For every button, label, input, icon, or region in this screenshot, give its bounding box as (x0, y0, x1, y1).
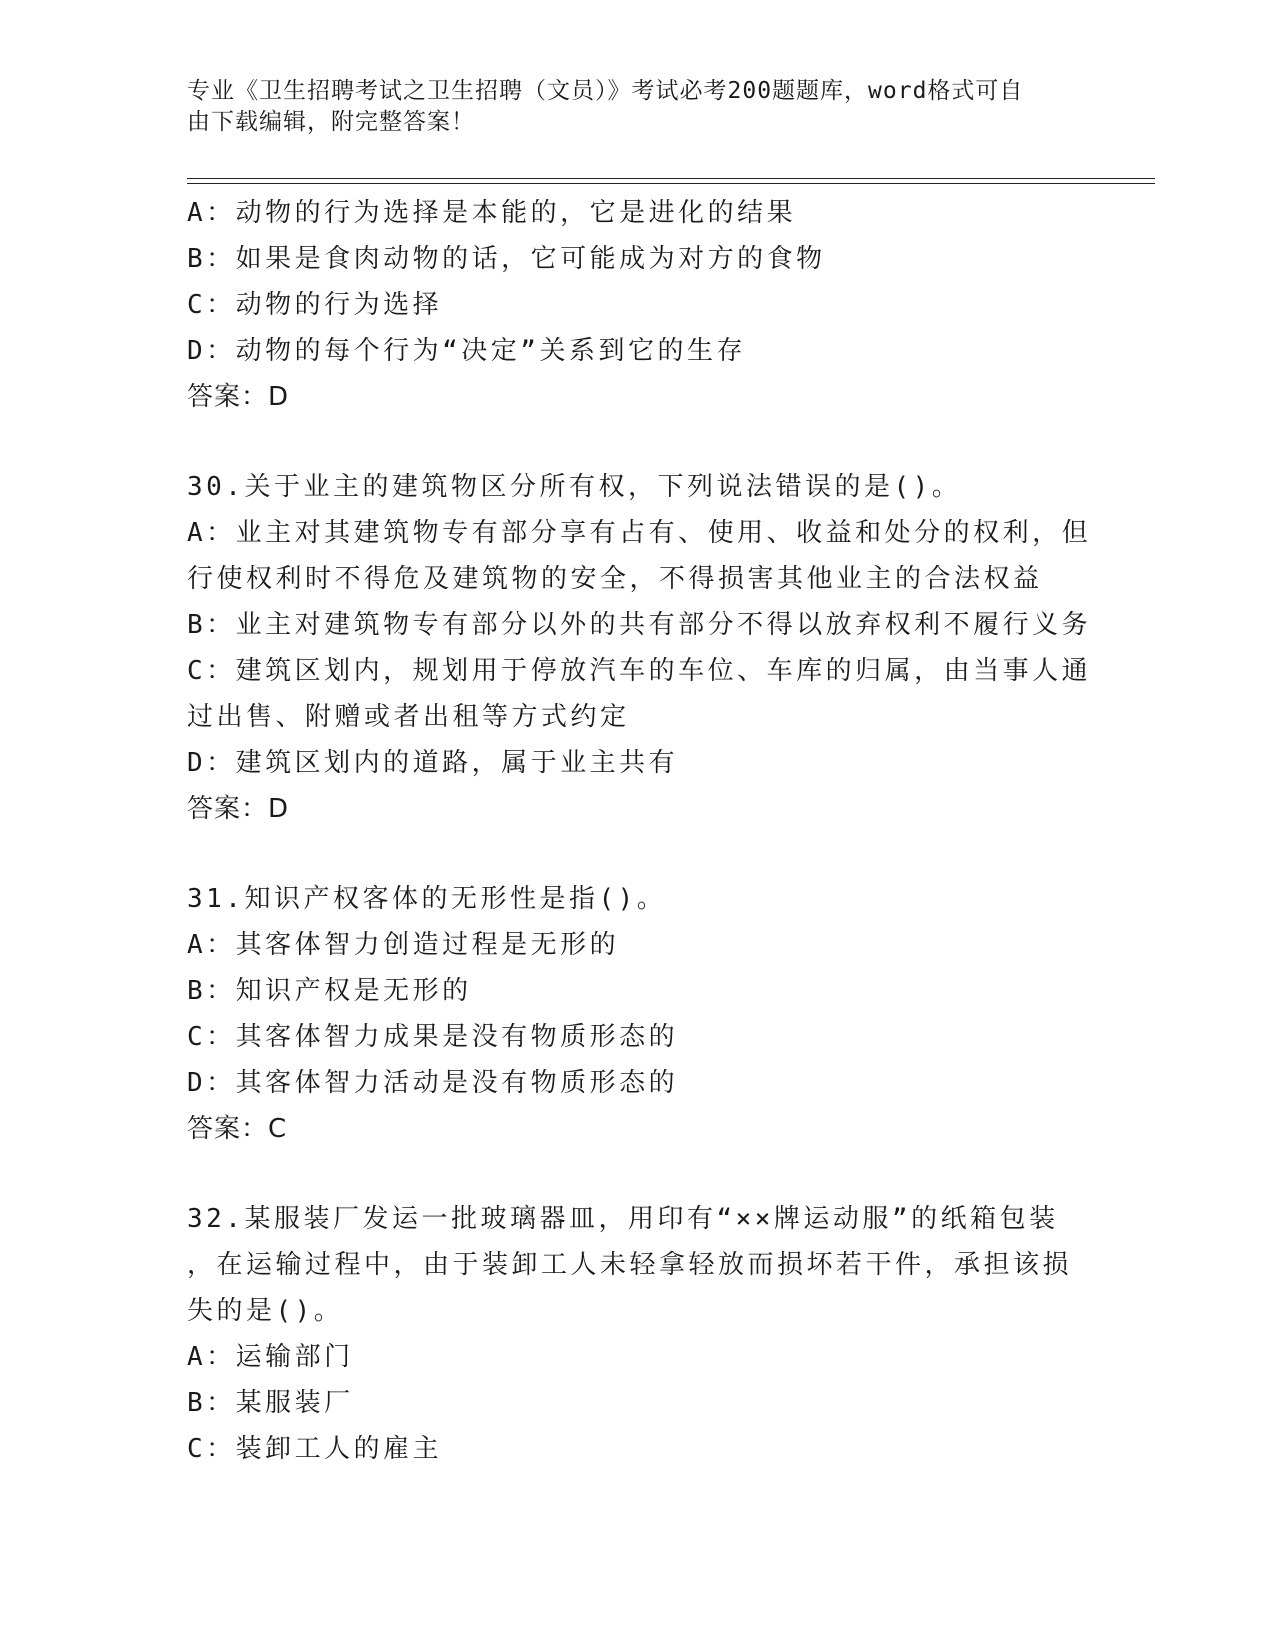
question-line: C：其客体智力成果是没有物质形态的 (187, 1022, 679, 1052)
question-block (187, 1196, 1087, 1472)
question-line: 30.关于业主的建筑物区分所有权，下列说法错误的是()。 (187, 472, 962, 502)
question-line: ，在运输过程中，由于装卸工人未轻拿轻放而损坏若干件，承担该损 (187, 1250, 1073, 1280)
question-line: B：某服装厂 (187, 1388, 354, 1418)
question-line: B：如果是食肉动物的话，它可能成为对方的食物 (187, 244, 826, 274)
header-line-1: 专业《卫生招聘考试之卫生招聘（文员）》考试必考200题题库，word格式可自 (187, 78, 1024, 104)
question-line: 32.某服装厂发运一批玻璃器皿，用印有“××牌运动服”的纸箱包装 (187, 1204, 1059, 1234)
answer-line: 答案：C (187, 1114, 288, 1144)
header-line-2: 由下载编辑，附完整答案！ (187, 109, 475, 135)
question-line: D：其客体智力活动是没有物质形态的 (187, 1068, 679, 1098)
question-line: A：运输部门 (187, 1342, 354, 1372)
question-line: 过出售、附赠或者出租等方式约定 (187, 702, 630, 732)
question-line: 失的是()。 (187, 1296, 344, 1326)
question-line: C：建筑区划内，规划用于停放汽车的车位、车库的归属，由当事人通 (187, 656, 1092, 686)
question-line: D：建筑区划内的道路，属于业主共有 (187, 748, 679, 778)
question-line: 行使权利时不得危及建筑物的安全，不得损害其他业主的合法权益 (187, 564, 1043, 594)
header-rule-bottom (187, 183, 1155, 184)
question-line: B：知识产权是无形的 (187, 976, 472, 1006)
question-line: D：动物的每个行为“决定”关系到它的生存 (187, 336, 746, 366)
question-line: A：动物的行为选择是本能的，它是进化的结果 (187, 198, 797, 228)
question-line: A：其客体智力创造过程是无形的 (187, 930, 620, 960)
question-block (187, 190, 1087, 420)
question-list (187, 190, 1092, 1472)
question-block (187, 464, 1092, 832)
document-header (187, 76, 1067, 138)
question-block (187, 876, 1087, 1152)
answer-line: 答案：D (187, 382, 290, 412)
question-line: C：装卸工人的雇主 (187, 1434, 443, 1464)
question-line: A：业主对其建筑物专有部分享有占有、使用、收益和处分的权利，但 (187, 518, 1092, 548)
answer-line: 答案：D (187, 794, 290, 824)
question-line: C：动物的行为选择 (187, 290, 443, 320)
header-rule-top (187, 178, 1155, 179)
question-line: 31.知识产权客体的无形性是指()。 (187, 884, 667, 914)
question-line: B：业主对建筑物专有部分以外的共有部分不得以放弃权利不履行义务 (187, 610, 1092, 640)
